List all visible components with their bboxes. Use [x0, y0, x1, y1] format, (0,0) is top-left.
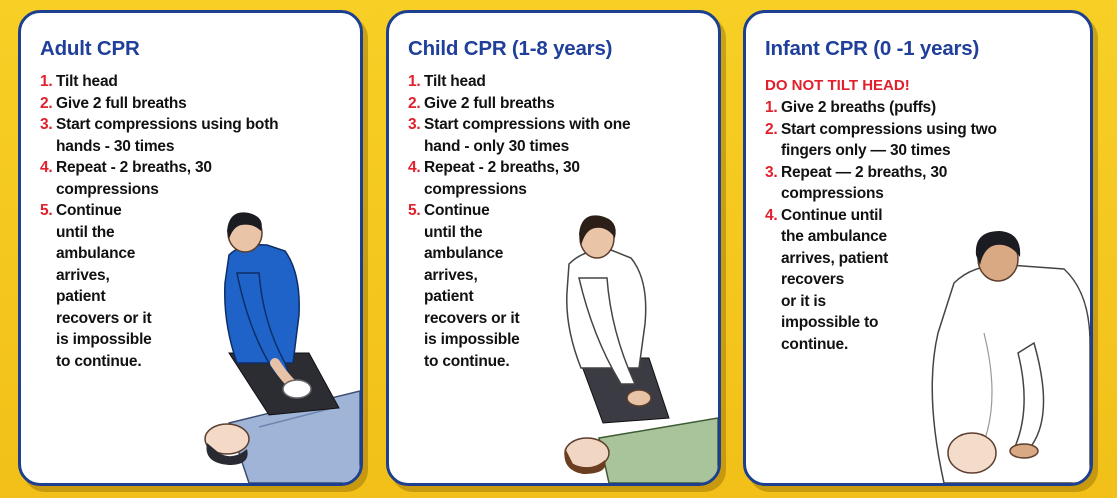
- card-title: Infant CPR (0 -1 years): [765, 37, 980, 60]
- step-item: 4. Continue until the ambulance arrives, patient recovers or it is impossible to continue.: [765, 206, 889, 353]
- step-item: 4. Repeat - 2 breaths, 30 compressions: [408, 159, 580, 198]
- step-item: 4. Repeat - 2 breaths, 30 compressions: [40, 159, 212, 198]
- step-item: 3. Repeat — 2 breaths, 30 compressions: [765, 163, 948, 202]
- card-title: Child CPR (1-8 years): [408, 37, 613, 60]
- infant-cpr-card: [743, 10, 1093, 486]
- step-item: 3. Start compressions with one hand - only 30 times: [408, 116, 631, 155]
- step-item: 1. Tilt head: [408, 73, 486, 90]
- card-title: Adult CPR: [40, 37, 140, 60]
- step-list: [408, 71, 708, 372]
- step-item: 2. Give 2 full breaths: [40, 94, 187, 112]
- step-item: 5. Continue until the ambulance arrives, patient recovers or it is impossible to continue.: [408, 202, 520, 370]
- step-item: 3. Start compressions using both hands - 30 times: [40, 116, 279, 155]
- warning-text: DO NOT TILT HEAD!: [765, 77, 910, 94]
- child-cpr-card: [386, 10, 721, 486]
- step-item: 2. Start compressions using two fingers only — 30 times: [765, 120, 997, 159]
- step-item: 1. Give 2 breaths (puffs): [765, 99, 936, 116]
- step-list: [40, 71, 350, 372]
- step-item: 2. Give 2 full breaths: [408, 94, 555, 112]
- step-item: 5. Continue until the ambulance arrives, patient recovers or it is impossible to continue.: [40, 202, 152, 370]
- adult-cpr-card: [18, 10, 363, 486]
- step-list: [765, 97, 1075, 355]
- step-item: 1. Tilt head: [40, 73, 118, 90]
